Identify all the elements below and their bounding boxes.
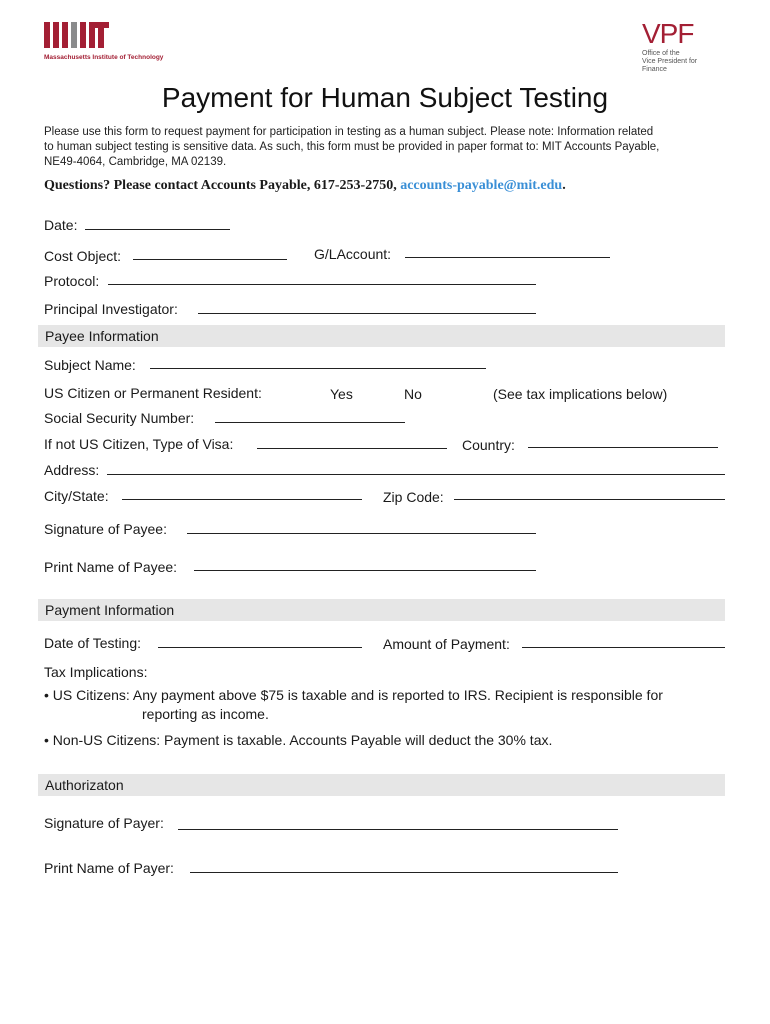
payment-section-title: Payment Information	[45, 602, 175, 618]
tax-us-citizens-line2: reporting as income.	[142, 706, 269, 722]
authorization-section-header	[38, 774, 725, 796]
gl-account-field[interactable]	[405, 257, 610, 258]
vpf-subtitle-line1: Office of the	[642, 50, 680, 57]
subject-name-label: Subject Name:	[44, 357, 136, 373]
us-citizen-no-option[interactable]: No	[404, 386, 422, 402]
intro-text	[44, 125, 659, 170]
address-field[interactable]	[107, 474, 725, 475]
amount-of-payment-label: Amount of Payment:	[383, 636, 510, 652]
ssn-label: Social Security Number:	[44, 410, 195, 426]
us-citizen-yes-option[interactable]: Yes	[330, 386, 353, 402]
country-field[interactable]	[528, 447, 718, 448]
payment-section-header	[38, 599, 725, 621]
address-label: Address:	[44, 462, 100, 478]
visa-field[interactable]	[257, 448, 447, 449]
tax-non-us-citizens: • Non-US Citizens: Payment is taxable. Accounts Payable will deduct the 30% tax.	[44, 732, 553, 748]
country-label: Country:	[462, 437, 515, 453]
tax-implications-title: Tax Implications:	[44, 664, 148, 680]
cost-object-field[interactable]	[133, 259, 287, 260]
ssn-field[interactable]	[215, 422, 405, 423]
zip-code-label: Zip Code:	[383, 489, 444, 505]
authorization-section-title: Authorizaton	[45, 777, 124, 793]
accounts-payable-email-link[interactable]: accounts-payable@mit.edu	[400, 178, 563, 193]
city-state-field[interactable]	[122, 499, 362, 500]
mit-logo-mark	[44, 22, 124, 48]
date-field[interactable]	[85, 229, 230, 230]
protocol-field[interactable]	[108, 284, 536, 285]
payer-signature-label: Signature of Payer:	[44, 815, 164, 831]
questions-text: Questions? Please contact Accounts Payable, 617-253-2750,	[44, 178, 401, 193]
vpf-subtitle-line2: Vice President for Finance	[642, 58, 698, 73]
payee-section-header	[38, 325, 725, 347]
payer-signature-field[interactable]	[178, 829, 618, 830]
zip-code-field[interactable]	[454, 499, 725, 500]
visa-label: If not US Citizen, Type of Visa:	[44, 436, 234, 452]
vpf-logo-text: VPF	[642, 18, 694, 49]
city-state-label: City/State:	[44, 488, 109, 504]
intro-line-1: Please use this form to request payment for participation in testing as a human subject. Please note: Information related	[44, 126, 654, 138]
subject-name-field[interactable]	[150, 368, 486, 369]
date-of-testing-field[interactable]	[158, 647, 362, 648]
payer-print-name-field[interactable]	[190, 872, 618, 873]
payee-print-name-field[interactable]	[194, 570, 536, 571]
amount-of-payment-field[interactable]	[522, 647, 725, 648]
date-of-testing-label: Date of Testing:	[44, 635, 142, 651]
principal-investigator-field[interactable]	[198, 313, 536, 314]
questions-line	[44, 178, 566, 194]
payee-signature-label: Signature of Payee:	[44, 521, 167, 537]
payee-print-name-label: Print Name of Payee:	[44, 559, 178, 575]
gl-account-label: G/LAccount:	[314, 246, 392, 262]
principal-investigator-label: Principal Investigator:	[44, 301, 178, 317]
payer-print-name-label: Print Name of Payer:	[44, 860, 174, 876]
page-title: Payment for Human Subject Testing	[161, 82, 609, 113]
vpf-logo	[642, 20, 722, 74]
protocol-label: Protocol:	[44, 273, 100, 289]
mit-logo	[44, 22, 124, 53]
date-label: Date:	[44, 217, 78, 233]
questions-end: .	[562, 178, 566, 193]
cost-object-label: Cost Object:	[44, 248, 122, 264]
mit-subtitle: Massachusetts Institute of Technology	[44, 54, 164, 61]
payee-section-title: Payee Information	[45, 328, 159, 344]
tax-note: (See tax implications below)	[493, 386, 668, 402]
intro-line-3: NE49-4064, Cambridge, MA 02139.	[44, 156, 227, 168]
intro-line-2: to human subject testing is sensitive data. As such, this form must be provided in paper format to: MIT Accounts Payable,	[44, 141, 660, 153]
tax-us-citizens-line1: • US Citizens: Any payment above $75 is taxable and is reported to IRS. Recipient is responsible for	[44, 687, 663, 703]
payee-signature-field[interactable]	[187, 533, 536, 534]
us-citizen-label: US Citizen or Permanent Resident:	[44, 385, 262, 401]
